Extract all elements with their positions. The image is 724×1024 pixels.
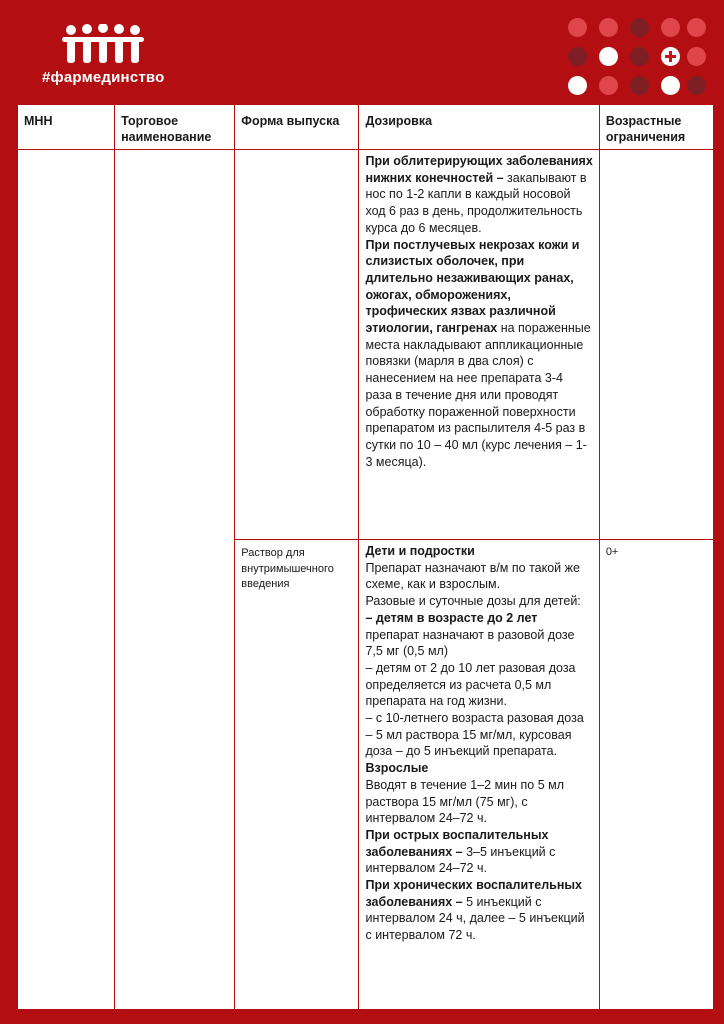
dosage-text: препарат назначают в разовой дозе 7,5 мг (0,5 мл) [365, 627, 575, 659]
cell-dosage [359, 150, 599, 540]
cell-dosage [359, 540, 599, 1010]
dosage-heading-children: Дети и подростки [365, 544, 475, 558]
dosage-condition-obliterating: При облитерирующих заболеваниях нижних конечностей – [365, 154, 593, 185]
dosage-text: Препарат назначают в/м по такой же схеме, как и взрослым. [365, 560, 580, 592]
table-row [18, 150, 714, 540]
dosage-text: – с 10-летнего возраста разовая доза – 5 мл раствора 15 мг/мл, курсовая доза – до 5 инъекций препарата. [365, 711, 584, 759]
dosage-text: закапывают в нос по 1-2 капли в каждый носовой ход 6 раз в день, продолжительность курса до 6 месяцев. [365, 170, 587, 235]
table-header-row [18, 105, 714, 150]
dosage-text: Вводят в течение 1–2 мин по 5 мл раствора 15 мг/мл (75 мг), с интервалом 24–72 ч. [365, 777, 565, 826]
cell-inn [18, 150, 115, 1010]
brand-logo [42, 24, 172, 90]
dosage-text: – детям от 2 до 10 лет разовая доза определяется из расчета 0,5 мл препарата на год жизни. [365, 660, 576, 709]
brand-hashtag: #фармединство [42, 69, 165, 86]
cell-form: Раствор для внутримышечного введения [235, 540, 359, 1010]
dosage-condition-necrosis: При постлучевых некрозах кожи и слизистых оболочек, при длительно незаживающих ранах, ожогах, обморожениях, трофических язвах различной этиологии, гангренах [365, 237, 580, 336]
decorative-dot-grid [568, 18, 708, 98]
header-inn: МНН [18, 105, 115, 150]
header-dosage: Дозировка [359, 105, 599, 150]
dosage-heading-adults: Взрослые [365, 761, 429, 776]
medical-cross-icon [661, 47, 680, 66]
dosage-text: 5 инъекций с интервалом 24 ч, далее – 5 инъекций с интервалом 72 ч. [365, 894, 585, 943]
cell-form [235, 150, 359, 540]
header-age-limits: Возрастные ограничения [599, 105, 713, 150]
cell-age [599, 540, 713, 1010]
cell-age [599, 150, 713, 540]
header-form: Форма выпуска [235, 105, 359, 150]
cell-trade-name [115, 150, 235, 1010]
age-limit-value: 0+ [605, 546, 619, 558]
dosage-text: на пораженные места накладывают аппликационные повязки (марля в два слоя) с нанесением на нее препарата 3-4 раза в течение дня или проводят обработку пораженной поверхности препаратом из распылителя 4-5 раз в сутки по 10 – 40 мл (курс лечения – 1-3 месяца). [365, 321, 591, 469]
dosage-condition-acute: При острых воспалительных заболеваниях – [365, 827, 549, 859]
header-trade-name: Торговое наименование [115, 105, 235, 150]
dosage-condition-chronic: При хронических воспалительных заболеваниях – [365, 878, 583, 909]
document-sheet [17, 104, 714, 1009]
dosage-text: 3–5 инъекций с интервалом 24–72 ч. [365, 844, 556, 876]
dosage-condition-under-2: – детям в возрасте до 2 лет [365, 610, 538, 625]
people-group-icon [62, 24, 144, 64]
dosage-table [17, 104, 714, 1009]
dosage-text: Разовые и суточные дозы для детей: [365, 594, 581, 609]
